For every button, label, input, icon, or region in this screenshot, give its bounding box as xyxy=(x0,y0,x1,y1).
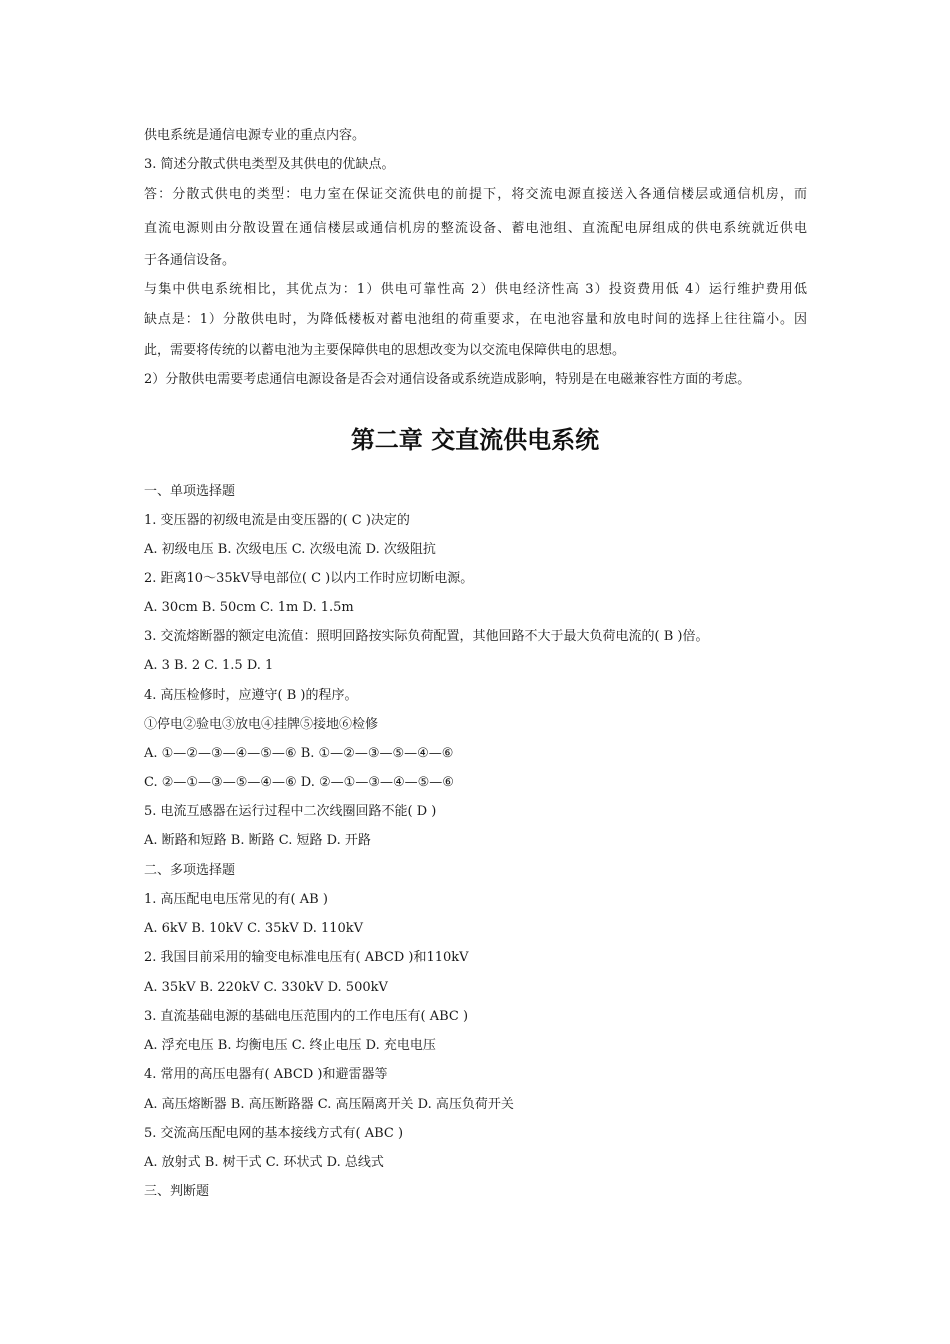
question-line: 1. 高压配电电压常见的有( AB ) xyxy=(144,892,328,907)
options-line: A. 3 B. 2 C. 1.5 D. 1 xyxy=(144,658,274,673)
options-line: A. 浮充电压 B. 均衡电压 C. 终止电压 D. 充电电压 xyxy=(144,1038,436,1053)
question-line: 5. 交流高压配电网的基本接线方式有( ABC ) xyxy=(144,1126,404,1141)
intro-advantages-line: 与集中供电系统相比，其优点为：1）供电可靠性高 2）供电经济性高 3）投资费用低 4）运行维护费用低 xyxy=(144,282,807,297)
question-sequence-line: ①停电②验电③放电④挂牌⑤接地⑥检修 xyxy=(144,717,379,732)
intro-disadvantages-line: 此，需要将传统的以蓄电池为主要保障供电的思想改变为以交流电保障供电的思想。 xyxy=(144,343,626,358)
intro-answer-line: 于各通信设备。 xyxy=(144,253,236,268)
chapter-title: 第二章 交直流供电系统 xyxy=(350,426,600,454)
intro-disadvantages-line: 2）分散供电需要考虑通信电源设备是否会对通信设备或系统造成影响，特别是在电磁兼容性方面的考虑。 xyxy=(144,372,751,387)
options-line: A. 35kV B. 220kV C. 330kV D. 500kV xyxy=(144,980,388,995)
question-line: 4. 常用的高压电器有( ABCD )和避雷器等 xyxy=(144,1067,388,1082)
question-line: 3. 直流基础电源的基础电压范围内的工作电压有( ABC ) xyxy=(144,1009,469,1024)
intro-line: 供电系统是通信电源专业的重点内容。 xyxy=(144,128,366,143)
question-line: 2. 距离10～35kV导电部位( C )以内工作时应切断电源。 xyxy=(144,571,474,586)
options-line: A. 30cm B. 50cm C. 1m D. 1.5m xyxy=(144,600,354,615)
section-heading-single-choice: 一、单项选择题 xyxy=(144,484,236,499)
options-line: A. 初级电压 B. 次级电压 C. 次级电流 D. 次级阻抗 xyxy=(144,542,436,557)
question-line: 2. 我国目前采用的输变电标准电压有( ABCD )和110kV xyxy=(144,950,469,965)
question-line: 1. 变压器的初级电流是由变压器的( C )决定的 xyxy=(144,513,410,528)
options-line: A. 高压熔断器 B. 高压断路器 C. 高压隔离开关 D. 高压负荷开关 xyxy=(144,1097,514,1112)
options-line: A. ①—②—③—④—⑤—⑥ B. ①—②—③—⑤—④—⑥ xyxy=(144,746,454,761)
intro-disadvantages-line: 缺点是：1）分散供电时，为降低楼板对蓄电池组的荷重要求，在电池容量和放电时间的选择上往往篇小。因 xyxy=(144,312,807,327)
section-heading-multiple-choice: 二、多项选择题 xyxy=(144,863,236,878)
intro-answer-line: 直流电源则由分散设置在通信楼层或通信机房的整流设备、蓄电池组、直流配电屏组成的供电系统就近供电 xyxy=(144,221,807,236)
intro-question: 3. 简述分散式供电类型及其供电的优缺点。 xyxy=(144,157,395,172)
options-line: C. ②—①—③—⑤—④—⑥ D. ②—①—③—④—⑤—⑥ xyxy=(144,775,454,790)
options-line: A. 断路和短路 B. 断路 C. 短路 D. 开路 xyxy=(144,833,371,848)
question-line: 4. 高压检修时，应遵守( B )的程序。 xyxy=(144,688,358,703)
options-line: A. 6kV B. 10kV C. 35kV D. 110kV xyxy=(144,921,364,936)
options-line: A. 放射式 B. 树干式 C. 环状式 D. 总线式 xyxy=(144,1155,384,1170)
section-heading-true-false: 三、判断题 xyxy=(144,1184,210,1199)
question-line: 3. 交流熔断器的额定电流值：照明回路按实际负荷配置，其他回路不大于最大负荷电流的( B )倍。 xyxy=(144,629,709,644)
intro-answer-line: 答：分散式供电的类型：电力室在保证交流供电的前提下，将交流电源直接送入各通信楼层或通信机房，而 xyxy=(144,187,807,202)
question-line: 5. 电流互感器在运行过程中二次线圈回路不能( D ) xyxy=(144,804,437,819)
